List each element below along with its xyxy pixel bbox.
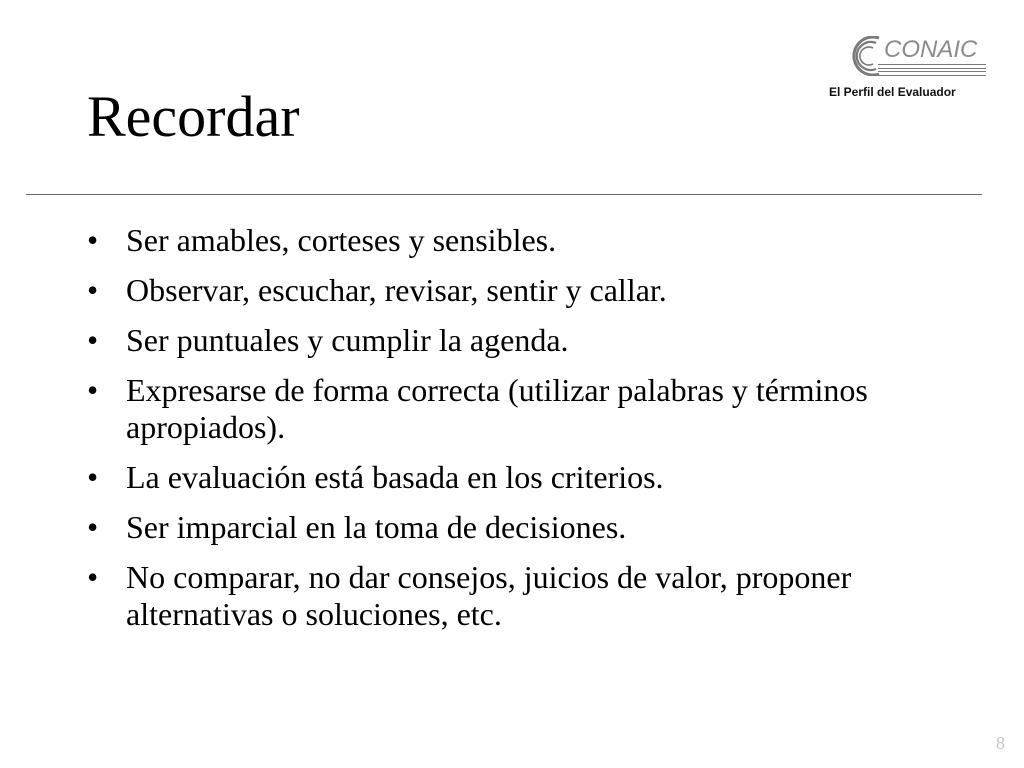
list-item (87, 559, 927, 633)
slide-title: Recordar (87, 84, 300, 149)
bullet-marker: • (87, 322, 99, 358)
list-item (87, 322, 927, 359)
logo-wordmark: CONAIC (884, 36, 978, 63)
list-item-text: Ser imparcial en la toma de decisiones. (126, 509, 627, 545)
list-item (87, 459, 927, 496)
bullet-marker: • (87, 222, 99, 258)
list-item-text: No comparar, no dar consejos, juicios de valor, proponer alternativas o soluciones, etc. (126, 559, 852, 632)
bullet-marker: • (87, 559, 99, 595)
conaic-logo-mark-icon (846, 36, 882, 76)
bullet-list (87, 222, 927, 646)
bullet-marker: • (87, 509, 99, 545)
list-item-text: Ser amables, corteses y sensibles. (126, 222, 557, 258)
bullet-marker: • (87, 372, 99, 408)
list-item-text: Expresarse de forma correcta (utilizar palabras y términos apropiados). (126, 372, 868, 445)
bullet-marker: • (87, 272, 99, 308)
logo-stripes (878, 64, 986, 77)
list-item-text: Observar, escuchar, revisar, sentir y callar. (126, 272, 667, 308)
list-item (87, 272, 927, 309)
list-item (87, 372, 927, 446)
list-item (87, 222, 927, 259)
list-item-text: Ser puntuales y cumplir la agenda. (126, 322, 569, 358)
title-divider (26, 194, 982, 195)
logo-caption: El Perfil del Evaluador (829, 85, 956, 99)
bullet-marker: • (87, 459, 99, 495)
list-item (87, 509, 927, 546)
page-number: 8 (996, 733, 1005, 753)
list-item-text: La evaluación está basada en los criterios. (126, 459, 664, 495)
